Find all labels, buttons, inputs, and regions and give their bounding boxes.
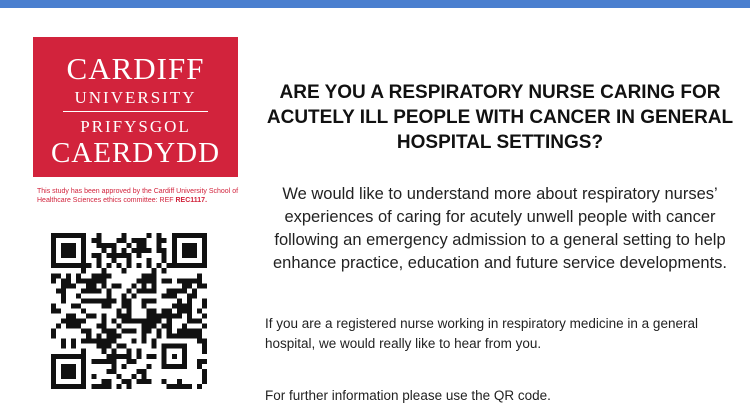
headline: ARE YOU A RESPIRATORY NURSE CARING FOR ACUTELY ILL PEOPLE WITH CANCER IN GENERAL HOSPITAL SETTINGS? (266, 82, 734, 153)
logo-line-caerdydd: CAERDYDD (50, 137, 221, 169)
logo-line-prifysgol: PRIFYSGOL (80, 117, 191, 136)
further-info-text: For further information please use the QR code. (265, 388, 551, 403)
ethics-ref: REC1117. (175, 197, 208, 204)
ethics-approval-note (37, 187, 242, 205)
logo-line-cardiff: CARDIFF (66, 51, 205, 86)
logo-line-university: UNIVERSITY (74, 88, 197, 107)
logo-divider (63, 111, 208, 112)
invitation-paragraph: If you are a registered nurse working in respiratory medicine in a general hospital, we would really like to hear from you. (265, 316, 698, 351)
top-accent-bar (0, 0, 750, 8)
intro-paragraph: We would like to understand more about respiratory nurses’ experiences of caring for acutely unwell people with cancer following an emergency admission to a general setting to help enhance practice, education and future service developments. (272, 185, 728, 272)
ethics-text: This study has been approved by the Cardiff University School of Healthcare Sciences ethics committee: REF (37, 188, 239, 204)
cardiff-university-logo (33, 37, 238, 177)
qr-code-icon[interactable] (46, 228, 212, 394)
